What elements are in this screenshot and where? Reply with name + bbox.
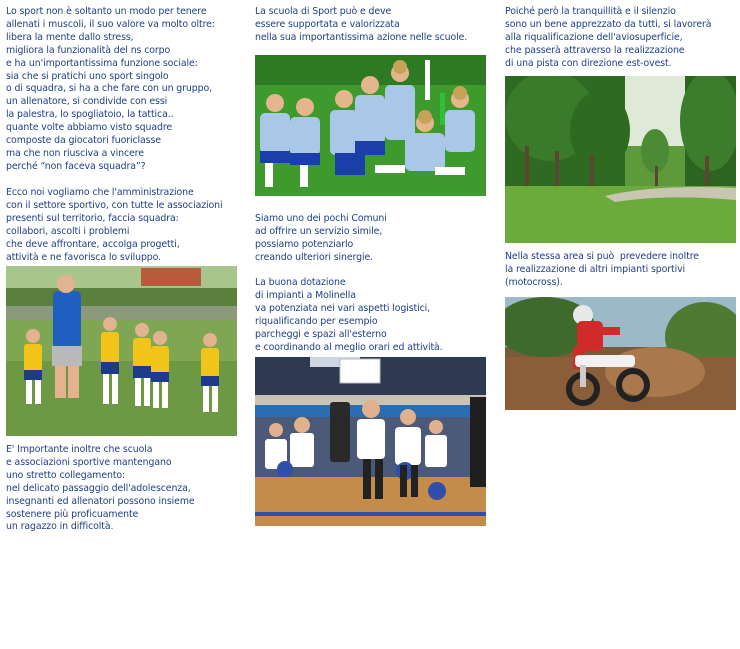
- paragraph-school-associations: E' Importante inoltre che scuola e associazioni sportive mantengano uno stretto collegamento: nel delicato passaggio dell'adolescenza, insegnanti ed allenatori possono insieme sostenere più proficuamente un ragazzo in difficoltà.: [6, 444, 195, 533]
- paragraph-facilities: La buona dotazione di impianti a Molinella va potenziata nei vari aspetti logistici, riqualificando per esempio parcheggi e spazi all'esterno e coordinando al meglio orari ed attività.: [255, 277, 443, 353]
- paragraph-team-administration: Ecco noi vogliamo che l'amministrazione con il settore sportivo, con tutte le associazioni presenti sul territorio, faccia squadra: collabori, ascolti i problemi che deve affrontare, accolga progetti, attività e ne favorisca lo sviluppo.: [6, 187, 223, 263]
- photo-gym-basketball: [255, 357, 486, 526]
- photo-rugby-kids: [6, 266, 237, 436]
- photo-tree-path: [505, 76, 736, 243]
- paragraph-sport-value: Lo sport non è soltanto un modo per tenere allenati i muscoli, il suo valore va molto oltre: libera la mente dallo stress, migliora la funzionalità del ns corpo e ha un'importantissima funzione sociale: sia che si pratichi uno sport singolo o di squadra, si ha a che fare con un gruppo, un allenatore, si condivide con essi la palestra, lo spogliatoio, la tattica.. quante volte abbiamo visto squadre composte da giocatori fuoriclasse ma che non riusciva a vincere perché “non faceva squadra”?: [6, 6, 215, 172]
- paragraph-sport-school: La scuola di Sport può e deve essere supportata e valorizzata nella sua importantissima azione nelle scuole.: [255, 6, 468, 43]
- paragraph-other-facilities: Nella stessa area si può prevedere inoltre la realizzazione di altri impianti sportivi (motocross).: [505, 251, 699, 288]
- photo-school-kids: [255, 55, 486, 196]
- paragraph-airfield: Poiché però la tranquillità e il silenzio sono un bene apprezzato da tutti, si lavorerà alla riqualificazione dell'aviosuperficie, che passerà attraverso la realizzazione di una pista con direzione est-ovest.: [505, 6, 712, 69]
- paragraph-unique-service: Siamo uno dei pochi Comuni ad offrire un servizio simile, possiamo potenziarlo creando ulteriori sinergie.: [255, 213, 387, 263]
- photo-motocross: [505, 297, 736, 410]
